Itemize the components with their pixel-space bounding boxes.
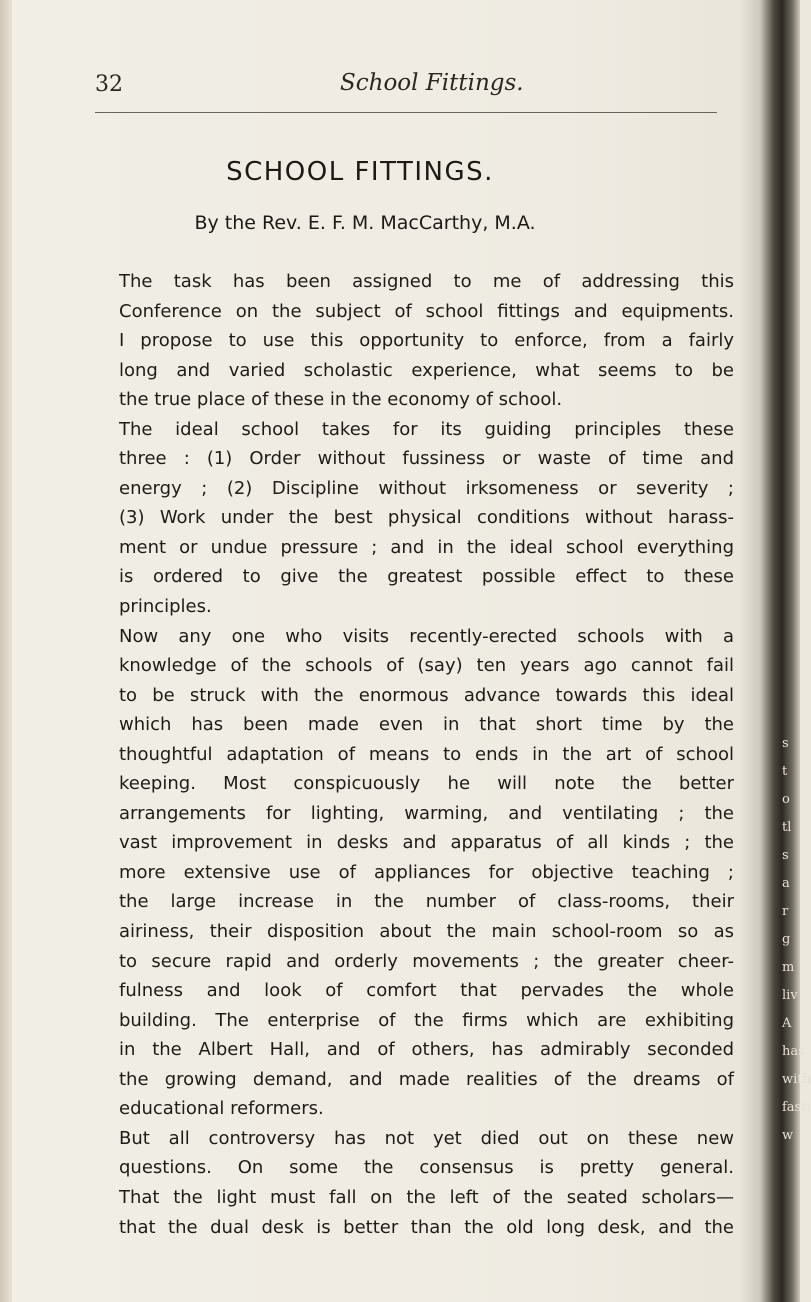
margin-fragment: r: [782, 904, 789, 919]
text-line: I propose to use this opportunity to enforce, from a fairly: [119, 330, 734, 352]
text-line: to be struck with the enormous advance towards this ideal: [119, 684, 734, 706]
margin-fragment: with: [782, 1072, 811, 1087]
margin-fragment: g: [782, 932, 791, 947]
margin-fragment: fasti: [782, 1100, 811, 1115]
text-line: airiness, their disposition about the main school-room so as: [119, 921, 734, 943]
text-line: questions. On some the consensus is pretty general.: [119, 1157, 734, 1179]
text-line: vast improvement in desks and apparatus of all kinds ; the: [119, 832, 734, 854]
text-line: the growing demand, and made realities of the dreams of: [119, 1068, 734, 1090]
margin-fragment: liv: [782, 988, 798, 1003]
margin-fragment: a: [782, 876, 790, 891]
margin-fragment: o: [782, 792, 790, 807]
text-line: Now any one who visits recently-erected schools with a: [119, 625, 734, 647]
margin-fragment: t: [782, 764, 788, 779]
header-rule: [95, 112, 717, 113]
binding-shadow: [740, 0, 762, 1302]
text-line: That the light must fall on the left of the seated scholars—: [119, 1186, 734, 1208]
text-line: principles.: [119, 596, 212, 618]
text-line: in the Albert Hall, and of others, has admirably seconded: [119, 1039, 734, 1061]
text-line: The ideal school takes for its guiding principles these: [119, 418, 734, 440]
running-title: School Fittings.: [340, 70, 524, 96]
text-line: that the dual desk is better than the old long desk, and the: [119, 1216, 734, 1238]
text-line: the large increase in the number of class-rooms, their: [119, 891, 734, 913]
margin-fragment: has: [782, 1044, 805, 1059]
text-line: to secure rapid and orderly movements ; the greater cheer-: [119, 950, 734, 972]
text-line: more extensive use of appliances for objective teaching ;: [119, 861, 734, 883]
text-line: energy ; (2) Discipline without irksomeness or severity ;: [119, 477, 734, 499]
page-number: 32: [95, 72, 123, 97]
margin-fragment: s: [782, 736, 789, 751]
text-line: long and varied scholastic experience, what seems to be: [119, 359, 734, 381]
text-line: building. The enterprise of the firms which are exhibiting: [119, 1009, 734, 1031]
article-title: SCHOOL FITTINGS.: [226, 157, 494, 187]
text-line: keeping. Most conspicuously he will note the better: [119, 773, 734, 795]
text-line: ment or undue pressure ; and in the ideal school everything: [119, 536, 734, 558]
text-line: knowledge of the schools of (say) ten years ago cannot fail: [119, 655, 734, 677]
text-line: Conference on the subject of school fittings and equipments.: [119, 300, 734, 322]
article-body: [119, 267, 734, 1242]
text-line: fulness and look of comfort that pervades the whole: [119, 980, 734, 1002]
article-byline: By the Rev. E. F. M. MacCarthy, M.A.: [194, 212, 536, 234]
next-page-fragments: [782, 730, 811, 1150]
text-line: arrangements for lighting, warming, and ventilating ; the: [119, 802, 734, 824]
margin-fragment: w: [782, 1128, 794, 1143]
left-page-edge: [0, 0, 12, 1302]
text-line: But all controversy has not yet died out on these new: [119, 1127, 734, 1149]
text-line: which has been made even in that short time by the: [119, 714, 734, 736]
text-line: is ordered to give the greatest possible effect to these: [119, 566, 734, 588]
text-line: (3) Work under the best physical conditions without harass-: [119, 507, 734, 529]
text-line: The task has been assigned to me of addressing this: [119, 271, 734, 292]
text-line: educational reformers.: [119, 1098, 324, 1120]
margin-fragment: tl: [782, 820, 792, 835]
text-line: the true place of these in the economy of school.: [119, 389, 563, 411]
margin-fragment: A: [782, 1016, 792, 1031]
text-line: three : (1) Order without fussiness or waste of time and: [119, 448, 734, 470]
margin-fragment: s: [782, 848, 789, 863]
text-line: thoughtful adaptation of means to ends in the art of school: [119, 743, 734, 765]
margin-fragment: m: [782, 960, 795, 975]
